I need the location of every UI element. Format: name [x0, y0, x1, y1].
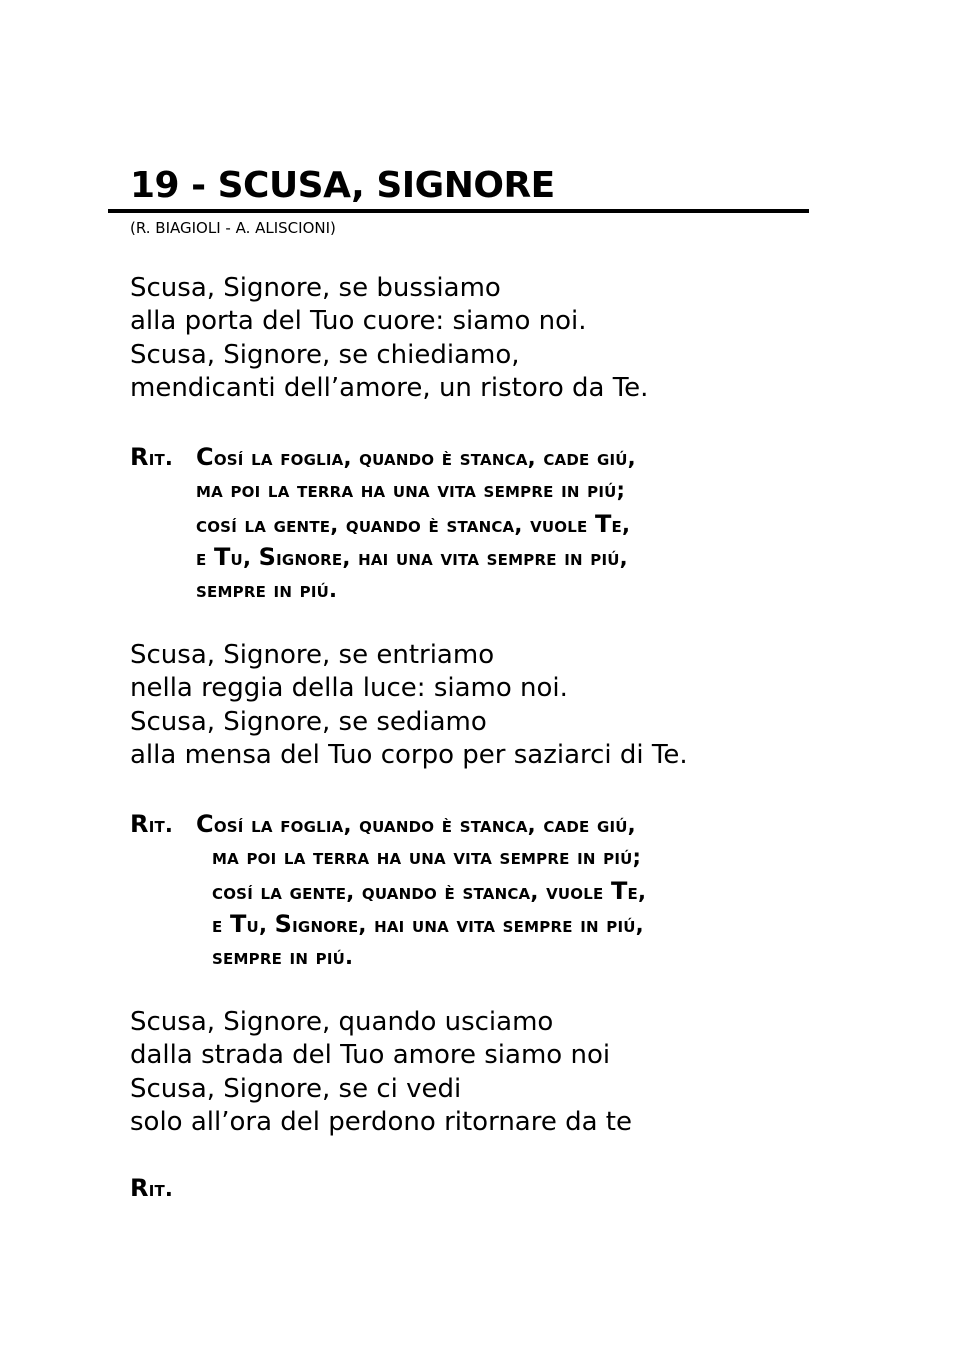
refrain-line: cosí la gente, quando è stanca, vuole Te,: [212, 876, 647, 905]
song-title: 19 - SCUSA, SIGNORE: [130, 165, 555, 206]
verse-line: Scusa, Signore, se bussiamo: [130, 273, 501, 303]
refrain-line: e Tu, Signore, hai una vita sempre in piú,: [212, 909, 644, 938]
verse-line: Scusa, Signore, se chiediamo,: [130, 339, 520, 370]
verse-line: Scusa, Signore, se ci vedi: [130, 1073, 462, 1104]
verse-line: mendicanti dell’amore, un ristoro da Te.: [130, 372, 649, 403]
verse-line: alla porta del Tuo cuore: siamo noi.: [130, 306, 587, 337]
refrain-line: ma poi la terra ha una vita sempre in piú;: [196, 478, 626, 503]
refrain-line: sempre in piú.: [212, 945, 354, 970]
refrain-line: cosí la gente, quando è stanca, vuole Te,: [196, 509, 631, 538]
verse-line: Scusa, Signore, se sediamo: [130, 706, 487, 737]
refrain-line: Cosí la foglia, quando è stanca, cade giú,: [196, 810, 636, 838]
refrain-label: Rit.: [130, 810, 174, 838]
refrain-line: sempre in piú.: [196, 578, 338, 603]
verse-line: nella reggia della luce: siamo noi.: [130, 673, 568, 704]
title-divider: [108, 209, 809, 213]
verse-1: [130, 272, 648, 405]
verse-line: solo all’ora del perdono ritornare da te: [130, 1106, 632, 1137]
song-authors: (R. BIAGIOLI - A. ALISCIONI): [130, 219, 336, 237]
refrain-2: [130, 808, 646, 974]
verse-3: [130, 1006, 632, 1139]
refrain-line: e Tu, Signore, hai una vita sempre in piú,: [196, 542, 628, 571]
refrain-label: Rit.: [130, 443, 174, 471]
refrain-line: Cosí la foglia, quando è stanca, cade giú,: [196, 443, 636, 471]
verse-2: [130, 639, 688, 772]
verse-line: alla mensa del Tuo corpo per saziarci di Te.: [130, 739, 688, 770]
final-refrain-label: Rit.: [130, 1174, 174, 1202]
refrain-line: ma poi la terra ha una vita sempre in piú;: [212, 845, 642, 870]
verse-line: Scusa, Signore, se entriamo: [130, 640, 495, 670]
verse-line: Scusa, Signore, quando usciamo: [130, 1007, 554, 1037]
verse-line: dalla strada del Tuo amore siamo noi: [130, 1040, 611, 1071]
refrain-1: [130, 441, 636, 607]
